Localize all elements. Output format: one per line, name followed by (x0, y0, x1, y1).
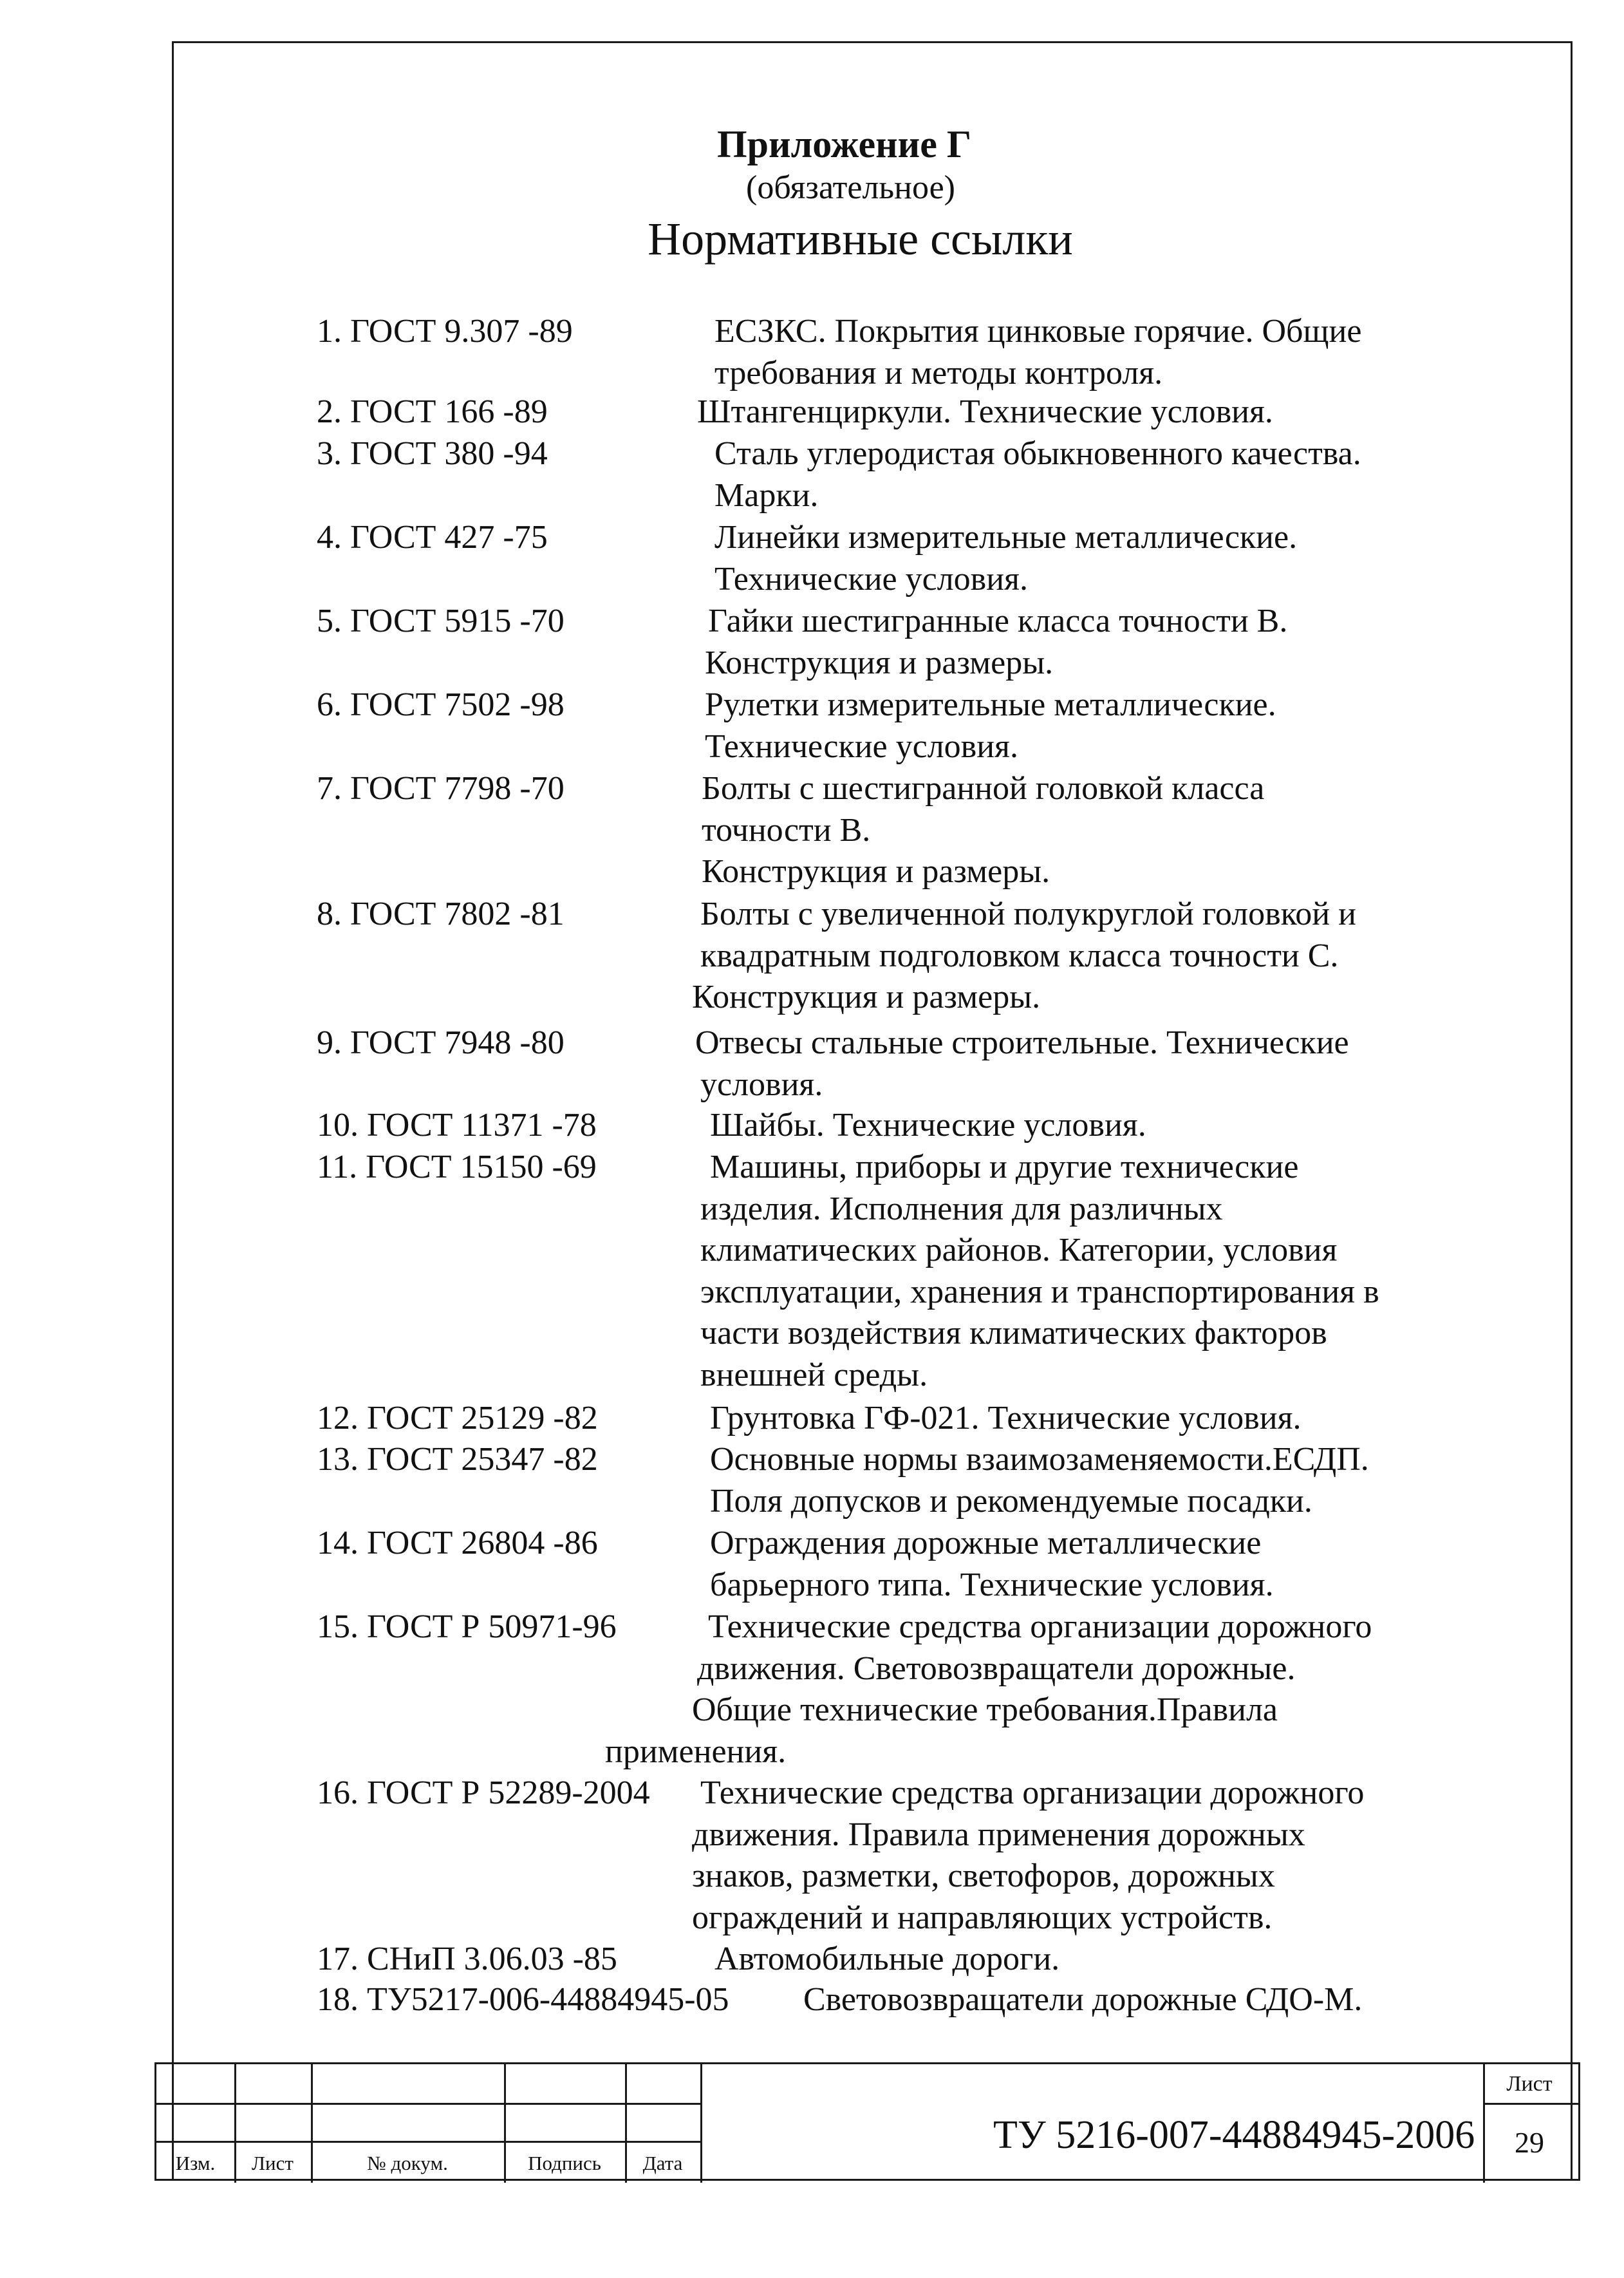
reference-text-line: Сталь углеродистая обыкновенного качества. (714, 435, 1361, 472)
reference-text-line: ЕСЗКС. Покрытия цинковые горячие. Общие (714, 313, 1362, 350)
sheet-number: 29 (1515, 2126, 1544, 2159)
reference-text-line: Штангенциркули. Технические условия. (697, 393, 1273, 430)
document-code: ТУ 5216-007-44884945-2006 (993, 2113, 1475, 2157)
reference-text-line: Технические средства организации дорожного (700, 1774, 1365, 1811)
col-change-label: Изм. (175, 2152, 216, 2174)
appendix-status: (обязательное) (746, 169, 955, 206)
reference-text-line: Марки. (714, 476, 819, 514)
col-doc-number-label: № докум. (367, 2152, 448, 2174)
reference-text-line: Конструкция и размеры. (705, 644, 1054, 681)
reference-text-line: ограждений и направляющих устройств. (692, 1899, 1273, 1936)
reference-text-line: изделия. Исполнения для различных (700, 1190, 1223, 1227)
reference-text-line: барьерного типа. Технические условия. (710, 1566, 1274, 1603)
reference-text-line: Отвесы стальные строительные. Технические (695, 1024, 1349, 1061)
reference-number: 8. ГОСТ 7802 -81 (317, 896, 565, 932)
title-block (154, 2062, 1580, 2181)
reference-text-line: Технические условия. (705, 728, 1018, 765)
reference-text-line: внешней среды. (700, 1356, 928, 1393)
col-date-label: Дата (642, 2152, 683, 2174)
reference-text-line: Конструкция и размеры. (702, 853, 1050, 890)
reference-text-line: Машины, приборы и другие технические (710, 1149, 1299, 1185)
reference-number: 3. ГОСТ 380 -94 (317, 435, 548, 472)
reference-number: 9. ГОСТ 7948 -80 (317, 1024, 565, 1061)
reference-text-line: знаков, разметки, светофоров, дорожных (692, 1858, 1275, 1894)
reference-number: 13. ГОСТ 25347 -82 (317, 1441, 598, 1478)
reference-text-line: Автомобильные дороги. (714, 1941, 1060, 1977)
reference-text-line: квадратным подголовком класса точности С. (700, 937, 1339, 974)
reference-text-line: движения. Световозвращатели дорожные. (697, 1650, 1296, 1687)
reference-text-line: Шайбы. Технические условия. (710, 1107, 1146, 1144)
col-signature-label: Подпись (528, 2152, 601, 2174)
reference-text-line: Линейки измерительные металлические. (714, 519, 1298, 556)
reference-number: 18. ТУ5217-006-44884945-05 (317, 1981, 729, 2018)
reference-text-line: Грунтовка ГФ-021. Технические условия. (710, 1400, 1302, 1436)
reference-number: 15. ГОСТ Р 50971-96 (317, 1608, 617, 1645)
reference-text-line: Рулетки измерительные металлические. (705, 686, 1276, 723)
reference-text-line: Ограждения дорожные металлические (710, 1525, 1262, 1561)
reference-text-line: требования и методы контроля. (714, 354, 1163, 391)
reference-text-line: Болты с шестигранной головкой класса (702, 770, 1265, 807)
reference-number: 1. ГОСТ 9.307 -89 (317, 313, 573, 350)
reference-number: 4. ГОСТ 427 -75 (317, 519, 548, 556)
reference-number: 12. ГОСТ 25129 -82 (317, 1400, 598, 1436)
reference-text-line: Технические условия. (714, 560, 1028, 598)
reference-text-line: климатических районов. Категории, условия (700, 1232, 1338, 1268)
reference-text-line: Гайки шестигранные класса точности В. (708, 603, 1288, 639)
reference-number: 17. СНиП 3.06.03 -85 (317, 1941, 617, 1977)
reference-text-line: Конструкция и размеры. (692, 979, 1041, 1015)
reference-text-line: Поля допусков и рекомендуемые посадки. (710, 1482, 1312, 1520)
reference-text-line: Основные нормы взаимозаменяемости.ЕСДП. (710, 1441, 1369, 1478)
reference-text-line: Общие технические требования.Правила (692, 1691, 1278, 1728)
appendix-heading: Приложение Г (716, 123, 972, 165)
col-sheet-label: Лист (252, 2152, 294, 2174)
reference-number: 11. ГОСТ 15150 -69 (317, 1149, 597, 1185)
page-title: Нормативные ссылки (648, 213, 1073, 265)
reference-text-line: движения. Правила применения дорожных (692, 1816, 1305, 1853)
reference-number: 10. ГОСТ 11371 -78 (317, 1107, 597, 1144)
sheet-label: Лист (1506, 2072, 1553, 2096)
reference-text-line: Болты с увеличенной полукруглой головкой и (700, 896, 1356, 932)
reference-text-line: части воздействия климатических факторов (700, 1315, 1327, 1351)
reference-number: 2. ГОСТ 166 -89 (317, 393, 548, 430)
reference-number: 7. ГОСТ 7798 -70 (317, 770, 565, 807)
reference-number: 5. ГОСТ 5915 -70 (317, 603, 565, 639)
reference-number: 6. ГОСТ 7502 -98 (317, 686, 565, 723)
reference-text-line: Световозвращатели дорожные СДО-М. (803, 1981, 1363, 2018)
reference-text-line: точности В. (702, 811, 871, 849)
reference-text-line: применения. (605, 1733, 787, 1770)
reference-text-line: Технические средства организации дорожного (708, 1608, 1372, 1645)
reference-number: 14. ГОСТ 26804 -86 (317, 1525, 598, 1561)
reference-number: 16. ГОСТ Р 52289-2004 (317, 1774, 650, 1811)
reference-text-line: эксплуатации, хранения и транспортирования в (700, 1273, 1379, 1310)
reference-text-line: условия. (700, 1066, 823, 1103)
